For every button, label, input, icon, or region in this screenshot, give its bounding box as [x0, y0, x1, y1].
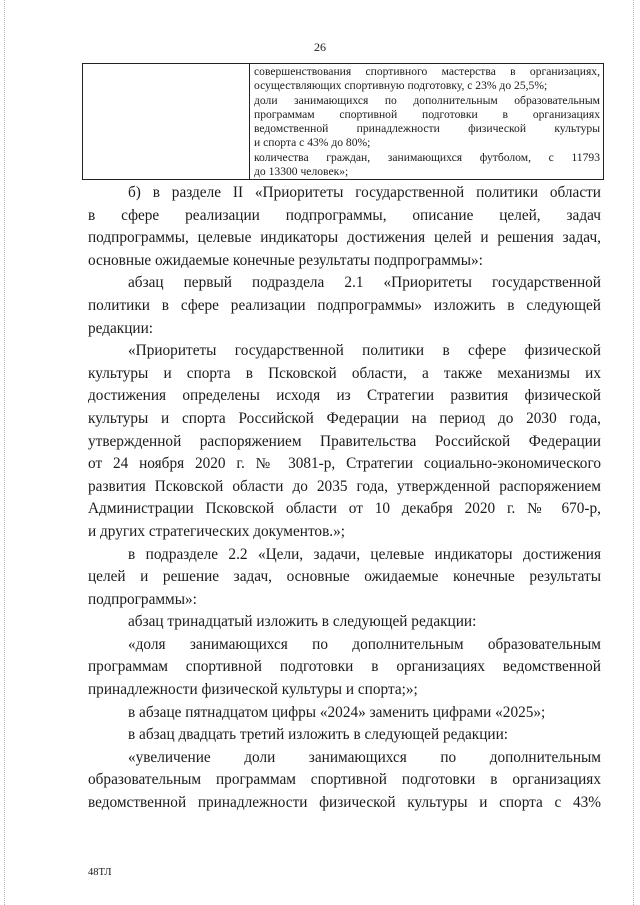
text-line: подпрограммы, целевые индикаторы достижения целей и решения задач, [88, 229, 601, 247]
table-line: доли занимающихся по дополнительным образовательным [254, 93, 600, 107]
text-line: развития Псковской области до 2035 года, утвержденной распоряжением [88, 477, 601, 495]
indicator-table [82, 63, 604, 180]
text-line: образовательным программам спортивной подготовки в организациях [88, 771, 601, 789]
table-line: программам спортивной подготовки в организациях [254, 107, 600, 121]
text-line: основные ожидаемые конечные результаты подпрограммы»: [88, 251, 483, 269]
text-line: принадлежности физической культуры и спорта;»; [88, 681, 418, 699]
table-line: до 13300 человек»; [254, 165, 349, 179]
document-body [88, 182, 601, 815]
table-row [83, 64, 604, 180]
text-line: культуры и спорта Российской Федерации на период до 2030 года, [88, 409, 601, 427]
text-line: абзац первый подраздела 2.1 «Приоритеты государственной [128, 274, 601, 292]
table-cell-right [250, 64, 604, 180]
text-line: ведомственной принадлежности физической культуры и спорта с 43% [88, 794, 601, 812]
text-line: в сфере реализации подпрограммы, описание целей, задач [88, 206, 601, 224]
footer-code: 48ТЛ [88, 867, 112, 878]
page-edge-right [633, 0, 634, 905]
page-edge-left [4, 0, 5, 905]
text-line: абзац тринадцатый изложить в следующей редакции: [128, 613, 477, 631]
text-line: программам спортивной подготовки в организациях ведомственной [88, 658, 601, 676]
table-line: и спорта с 43% до 80%; [254, 136, 371, 150]
text-line: утвержденной распоряжением Правительства Российской Федерации [88, 432, 601, 450]
text-line: в абзаце пятнадцатом цифры «2024» заменить цифрами «2025»; [128, 703, 546, 721]
text-line: подпрограммы»: [88, 590, 197, 608]
text-line: Администрации Псковской области от 10 декабря 2020 г. № 670-р, [88, 500, 601, 518]
text-line: достижения определены исходя из Стратегии развития физической [88, 387, 601, 405]
text-line: целей и решение задач, основные ожидаемые конечные результаты [88, 568, 601, 586]
text-line: в абзац двадцать третий изложить в следующей редакции: [128, 726, 509, 744]
table-line: совершенствования спортивного мастерства в организациях, [254, 65, 600, 78]
text-line: редакции: [88, 319, 154, 337]
text-line: «доля занимающихся по дополнительным образовательным [128, 635, 601, 653]
page-number: 26 [314, 40, 326, 54]
text-line: «увеличение доли занимающихся по дополнительным [128, 748, 601, 766]
text-line: и других стратегических документов.»; [88, 522, 346, 540]
text-line: от 24 ноября 2020 г. № 3081-р, Стратегии социально-экономического [88, 455, 601, 473]
table-line: количества граждан, занимающихся футболом, с 11793 [254, 150, 600, 164]
table-cell-left [83, 64, 250, 180]
text-line: «Приоритеты государственной политики в сфере физической [128, 342, 601, 360]
text-line: в подразделе 2.2 «Цели, задачи, целевые индикаторы достижения [128, 545, 601, 563]
table-line: ведомственной принадлежности физической культуры [254, 122, 600, 136]
text-line: политики в сфере реализации подпрограммы» изложить в следующей [88, 296, 601, 314]
text-line: б) в разделе II «Приоритеты государственной политики области [128, 184, 601, 201]
text-line: культуры и спорта в Псковской области, а также механизмы их [88, 364, 601, 382]
table-line: осуществляющих спортивную подготовку, с 23% до 25,5%; [254, 79, 548, 93]
